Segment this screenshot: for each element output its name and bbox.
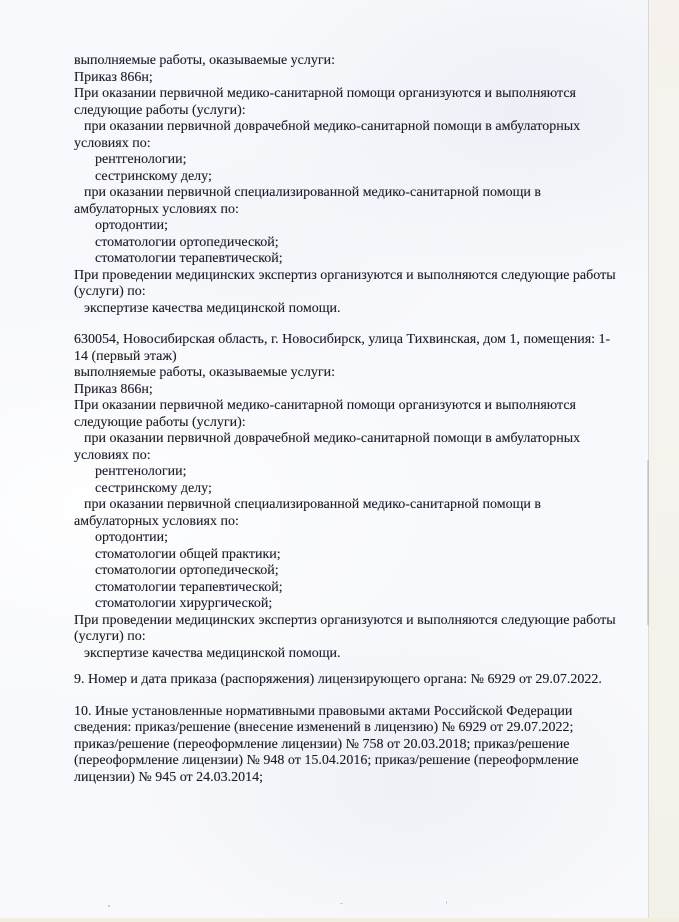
specialized-care-intro: при оказании первичной специализированной медико-санитарной помощи в амбулаторных условиях по: xyxy=(74,185,541,217)
expertise-intro: При проведении медицинских экспертиз организуются и выполняются следующие работы (услуги) по: xyxy=(74,612,616,644)
service-item: ортодонтии; xyxy=(95,530,168,545)
service-item: стоматологии терапевтической; xyxy=(95,251,283,266)
scan-page-edge-shadow xyxy=(647,460,649,625)
primary-care-intro: При оказании первичной медико-санитарной помощи организуются и выполняются следующие работы (услуги): xyxy=(74,86,576,118)
service-item: стоматологии хирургической; xyxy=(95,596,273,611)
order-reference: Приказ 866н; xyxy=(74,69,153,85)
scan-bottom-margin xyxy=(0,918,679,922)
service-item: ортодонтии; xyxy=(95,218,168,233)
service-item: рентгенологии; xyxy=(95,152,187,167)
service-item: стоматологии ортопедической; xyxy=(95,563,279,578)
address-line: 630054, Новосибирская область, г. Новосибирск, улица Тихвинская, дом 1, помещения: 1-14 (первый этаж) xyxy=(74,332,611,364)
works-header: выполняемые работы, оказываемые услуги: xyxy=(74,365,336,380)
expertise-intro: При проведении медицинских экспертиз организуются и выполняются следующие работы (услуги) по: xyxy=(74,267,616,299)
order-reference: Приказ 866н; xyxy=(74,381,153,397)
service-item: стоматологии общей практики; xyxy=(95,546,281,562)
paper-speck xyxy=(340,903,343,904)
service-item: экспертизе качества медицинской помощи. xyxy=(84,300,341,316)
paper-speck xyxy=(446,901,447,904)
clause-9-order-number: 9. Номер и дата приказа (распоряжения) лицензирующего органа: № 6929 от 29.07.2022. xyxy=(74,672,602,687)
service-item: стоматологии ортопедической; xyxy=(95,234,279,250)
specialized-care-intro: при оказании первичной специализированной медико-санитарной помощи в амбулаторных условиях по: xyxy=(74,497,541,529)
clause-10-other-info: 10. Иные установленные нормативными правовыми актами Российской Федерации сведения: приказ/решение (внесение изменений в лицензию) № 6929 от 29.07.2022; приказ/решение (переоформление лицензии) № 758 от 20.03.2018; приказ/решение (переоформление лицензии) № 948 от 15.04.2016; приказ/решение (переоформление лицензии) № 945 от 24.03.2014; xyxy=(74,703,579,785)
scan-right-margin xyxy=(649,0,679,922)
service-item: экспертизе качества медицинской помощи. xyxy=(84,645,341,661)
paper-speck xyxy=(108,905,110,907)
service-item: рентгенологии; xyxy=(95,464,187,479)
works-header: выполняемые работы, оказываемые услуги: xyxy=(74,53,336,68)
service-item: стоматологии терапевтической; xyxy=(95,579,283,595)
primary-care-intro: При оказании первичной медико-санитарной помощи организуются и выполняются следующие работы (услуги): xyxy=(74,398,576,430)
license-text-column xyxy=(74,53,616,786)
service-item: сестринскому делу; xyxy=(95,168,212,184)
service-item: сестринскому делу; xyxy=(95,480,212,496)
pre-doctor-care-intro: при оказании первичной доврачебной медико-санитарной помощи в амбулаторных условиях по: xyxy=(74,119,581,151)
pre-doctor-care-intro: при оказании первичной доврачебной медико-санитарной помощи в амбулаторных условиях по: xyxy=(74,431,581,463)
